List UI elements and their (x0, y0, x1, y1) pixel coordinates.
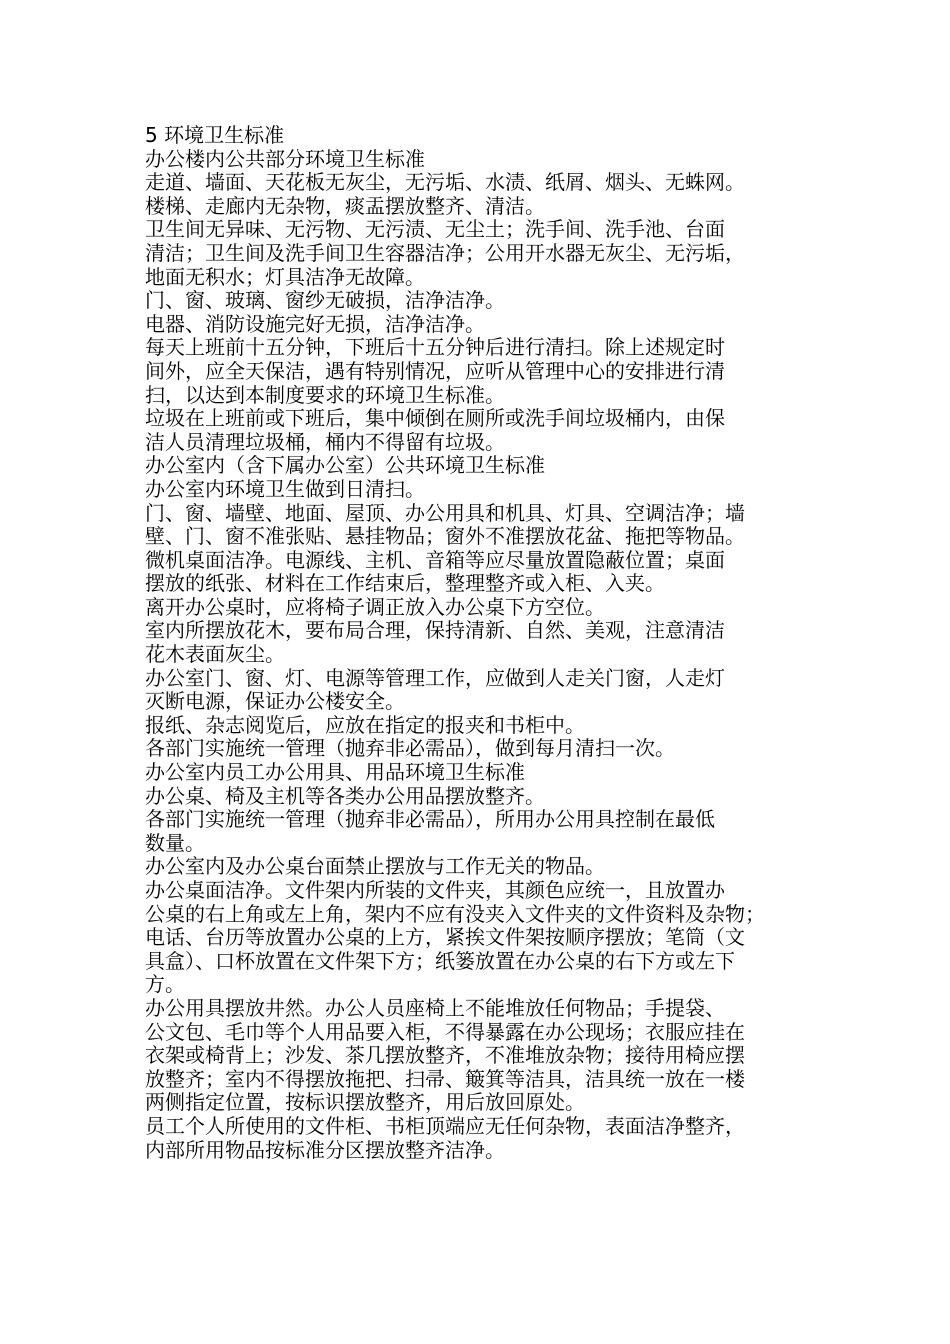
text-line: 摆放的纸张、材料在工作结束后，整理整齐或入柜、入夹。 (145, 571, 665, 596)
text-line: 办公室门、窗、灯、电源等管理工作，应做到人走关门窗，人走灯 (145, 665, 725, 690)
text-line: 放整齐；室内不得摆放拖把、扫帚、簸箕等洁具，洁具统一放在一楼 (145, 1066, 745, 1091)
text-line: 楼梯、走廊内无杂物，痰盂摆放整齐、清洁。 (145, 193, 545, 218)
text-line: 办公桌面洁净。文件架内所装的文件夹，其颜色应统一，且放置办 (145, 878, 725, 902)
text-line: 电器、消防设施完好无损，洁净洁净。 (145, 311, 485, 336)
text-line: 扫，以达到本制度要求的环境卫生标准。 (145, 382, 505, 407)
text-line: 走道、墙面、天花板无灰尘，无污垢、水渍、纸屑、烟头、无蛛网。 (145, 170, 745, 195)
text-line: 花木表面灰尘。 (145, 642, 285, 667)
text-line: 间外，应全天保洁，遇有特别情况，应听从管理中心的安排进行清 (145, 358, 725, 383)
text-line: 垃圾在上班前或下班后，集中倾倒在厕所或洗手间垃圾桶内，由保 (145, 406, 725, 431)
text-line: 办公室内（含下属办公室）公共环境卫生标准 (145, 453, 545, 478)
text-line: 数量。 (145, 830, 205, 855)
text-line: 办公室内员工办公用具、用品环境卫生标准 (145, 760, 525, 785)
text-line: 员工个人所使用的文件柜、书柜顶端应无任何杂物，表面洁净整齐， (145, 1113, 745, 1138)
text-line: 办公室内环境卫生做到日清扫。 (145, 476, 425, 501)
text-line: 洁人员清理垃圾桶，桶内不得留有垃圾。 (145, 429, 505, 454)
text-line: 地面无积水；灯具洁净无故障。 (145, 264, 425, 289)
text-line: 壁、门、窗不准张贴、悬挂物品；窗外不准摆放花盆、拖把等物品。 (145, 524, 745, 549)
text-line: 各部门实施统一管理（抛弃非必需品），做到每月清扫一次。 (145, 736, 675, 761)
text-line: 报纸、杂志阅览后，应放在指定的报夹和书柜中。 (145, 712, 585, 737)
text-line: 各部门实施统一管理（抛弃非必需品），所用办公用具控制在最低 (145, 807, 715, 832)
text-line: 电话、台历等放置办公桌的上方，紧挨文件架按顺序摆放；笔筒（文 (145, 925, 745, 950)
text-line: 办公桌、椅及主机等各类办公用品摆放整齐。 (145, 783, 545, 808)
text-line: 公桌的右上角或左上角，架内不应有没夹入文件夹的文件资料及杂物； (145, 901, 765, 926)
section-heading: 5 环境卫生标准 (145, 123, 285, 147)
text-line: 方。 (145, 972, 185, 997)
text-line: 微机桌面洁净。电源线、主机、音箱等应尽量放置隐蔽位置；桌面 (145, 547, 725, 572)
text-line: 衣架或椅背上；沙发、茶几摆放整齐，不准堆放杂物；接待用椅应摆 (145, 1043, 745, 1068)
text-line: 门、窗、玻璃、窗纱无破损，洁净洁净。 (145, 288, 505, 313)
text-line: 卫生间无异味、无污物、无污渍、无尘土；洗手间、洗手池、台面 (145, 217, 725, 242)
text-line: 室内所摆放花木，要布局合理，保持清新、自然、美观，注意清洁 (145, 618, 725, 643)
text-line: 每天上班前十五分钟，下班后十五分钟后进行清扫。除上述规定时 (145, 335, 725, 360)
text-line: 具盒）、口杯放置在文件架下方；纸篓放置在办公桌的右下方或左下 (145, 948, 735, 973)
text-line: 办公室内及办公桌台面禁止摆放与工作无关的物品。 (145, 854, 605, 879)
text-line: 两侧指定位置，按标识摆放整齐，用后放回原处。 (145, 1090, 585, 1115)
text-line: 清洁；卫生间及洗手间卫生容器洁净；公用开水器无灰尘、无污垢， (145, 240, 745, 265)
text-line: 内部所用物品按标准分区摆放整齐洁净。 (145, 1137, 505, 1162)
document-body (145, 124, 825, 1162)
text-line: 办公用具摆放井然。办公人员座椅上不能堆放任何物品；手提袋、 (145, 995, 725, 1020)
text-line: 灭断电源，保证办公楼安全。 (145, 689, 405, 714)
text-line: 离开办公桌时，应将椅子调正放入办公桌下方空位。 (145, 594, 605, 619)
text-line: 办公楼内公共部分环境卫生标准 (145, 146, 425, 171)
text-line: 公文包、毛巾等个人用品要入柜，不得暴露在办公现场；衣服应挂在 (145, 1019, 745, 1044)
text-line: 门、窗、墙壁、地面、屋顶、办公用具和机具、灯具、空调洁净；墙 (145, 500, 745, 525)
